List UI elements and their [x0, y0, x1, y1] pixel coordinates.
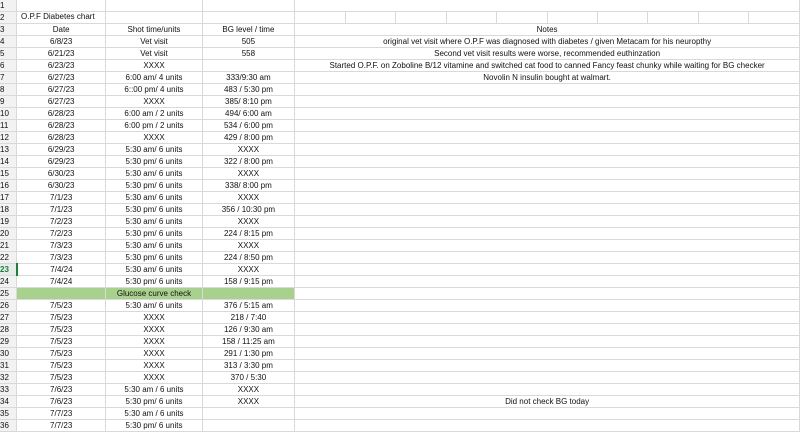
notes-cell[interactable] — [295, 336, 800, 348]
shot-cell[interactable]: XXXX — [106, 360, 202, 372]
notes-cell[interactable] — [295, 156, 800, 168]
bg-cell[interactable]: XXXX — [202, 144, 295, 156]
date-cell[interactable] — [17, 288, 106, 300]
bg-cell[interactable]: 333/9:30 am — [202, 72, 295, 84]
row-header[interactable]: 17 — [0, 192, 17, 204]
notes-cell[interactable] — [295, 408, 800, 420]
bg-cell[interactable]: 505 — [202, 36, 295, 48]
shot-cell[interactable]: 5:30 pm/ 6 units — [106, 228, 202, 240]
bg-cell[interactable]: XXXX — [202, 264, 295, 276]
notes-header[interactable]: Notes — [295, 24, 800, 36]
date-cell[interactable]: 6/28/23 — [17, 108, 106, 120]
cell[interactable] — [749, 12, 800, 24]
notes-cell[interactable] — [295, 372, 800, 384]
bg-cell[interactable]: XXXX — [202, 384, 295, 396]
shot-cell[interactable]: XXXX — [106, 372, 202, 384]
notes-cell[interactable] — [295, 96, 800, 108]
date-cell[interactable]: 6/28/23 — [17, 120, 106, 132]
table-row — [0, 48, 800, 60]
date-cell[interactable]: 7/5/23 — [17, 312, 106, 324]
row-header[interactable]: 1 — [0, 0, 17, 12]
notes-cell[interactable]: original vet visit where O.P.F was diagnosed with diabetes / given Metacam for his neuropthy — [295, 36, 800, 48]
row-header[interactable]: 24 — [0, 276, 17, 288]
bg-cell[interactable] — [202, 0, 295, 12]
row-header[interactable]: 12 — [0, 132, 17, 144]
table-row — [0, 216, 800, 228]
shot-cell[interactable]: XXXX — [106, 336, 202, 348]
bg-cell[interactable]: 291 / 1:30 pm — [202, 348, 295, 360]
row-header[interactable]: 22 — [0, 252, 17, 264]
table-row — [0, 12, 800, 24]
table-row — [0, 204, 800, 216]
shot-cell[interactable]: 5:30 pm/ 6 units — [106, 156, 202, 168]
cell[interactable] — [106, 12, 202, 24]
row-header[interactable]: 33 — [0, 384, 17, 396]
notes-cell[interactable] — [295, 120, 800, 132]
row-header[interactable]: 35 — [0, 408, 17, 420]
bg-cell[interactable]: 224 / 8:50 pm — [202, 252, 295, 264]
row-header[interactable]: 32 — [0, 372, 17, 384]
date-cell[interactable]: 6/28/23 — [17, 132, 106, 144]
shot-cell[interactable] — [106, 0, 202, 12]
row-header[interactable]: 11 — [0, 120, 17, 132]
bg-cell[interactable]: 126 / 9:30 am — [202, 324, 295, 336]
table-row — [0, 120, 800, 132]
date-cell[interactable]: 6/21/23 — [17, 48, 106, 60]
row-header[interactable]: 3 — [0, 24, 17, 36]
notes-cell[interactable] — [295, 360, 800, 372]
shot-cell[interactable]: XXXX — [106, 132, 202, 144]
row-header[interactable]: 23 — [0, 264, 17, 276]
bg-cell[interactable] — [202, 288, 295, 300]
date-header[interactable]: Date — [17, 24, 106, 36]
notes-cell[interactable] — [295, 168, 800, 180]
date-cell[interactable]: 7/1/23 — [17, 192, 106, 204]
shot-cell[interactable]: XXXX — [106, 96, 202, 108]
notes-cell[interactable]: Novolin N insulin bought at walmart. — [295, 72, 800, 84]
table-row — [0, 192, 800, 204]
table-row — [0, 420, 800, 432]
shot-cell[interactable]: XXXX — [106, 324, 202, 336]
row-header[interactable]: 9 — [0, 96, 17, 108]
cell[interactable] — [202, 12, 295, 24]
bg-cell[interactable]: XXXX — [202, 192, 295, 204]
shot-cell[interactable]: 5:30 am/ 6 units — [106, 168, 202, 180]
table-row — [0, 24, 800, 36]
date-cell[interactable]: 6/27/23 — [17, 96, 106, 108]
notes-cell[interactable] — [295, 144, 800, 156]
notes-cell[interactable] — [295, 180, 800, 192]
notes-cell[interactable] — [295, 84, 800, 96]
shot-cell[interactable]: 6:00 am / 2 units — [106, 108, 202, 120]
bg-cell[interactable]: 494/ 6:00 am — [202, 108, 295, 120]
date-cell[interactable]: 7/2/23 — [17, 216, 106, 228]
bg-cell[interactable]: 313 / 3:30 pm — [202, 360, 295, 372]
date-cell[interactable]: 6/23/23 — [17, 60, 106, 72]
bg-cell[interactable]: XXXX — [202, 396, 295, 408]
date-cell[interactable]: 7/6/23 — [17, 396, 106, 408]
shot-cell[interactable]: 5:30 pm/ 6 units — [106, 396, 202, 408]
cell[interactable] — [295, 12, 345, 24]
cell[interactable] — [597, 12, 647, 24]
chart-title: O.P.F Diabetes chart — [21, 12, 95, 21]
notes-cell[interactable] — [295, 264, 800, 276]
notes-cell[interactable] — [295, 132, 800, 144]
cell[interactable] — [345, 12, 395, 24]
table-row — [0, 336, 800, 348]
date-cell[interactable]: 7/5/23 — [17, 336, 106, 348]
table-row — [0, 252, 800, 264]
table-row — [0, 180, 800, 192]
cell[interactable] — [17, 12, 106, 24]
cell[interactable] — [446, 12, 496, 24]
shot-cell[interactable]: 5:30 pm/ 6 units — [106, 204, 202, 216]
cell[interactable] — [698, 12, 748, 24]
date-cell[interactable]: 6/30/23 — [17, 168, 106, 180]
bg-cell[interactable]: 376 / 5:15 am — [202, 300, 295, 312]
notes-cell[interactable]: Second vet visit results were worse, recommended euthinzation — [295, 48, 800, 60]
row-header[interactable]: 31 — [0, 360, 17, 372]
bg-cell[interactable]: 370 / 5:30 — [202, 372, 295, 384]
notes-cell[interactable] — [295, 276, 800, 288]
bg-cell[interactable]: 158 / 11:25 am — [202, 336, 295, 348]
row-header[interactable]: 13 — [0, 144, 17, 156]
notes-cell[interactable] — [295, 420, 800, 432]
bg-header[interactable]: BG level / time — [202, 24, 295, 36]
date-cell[interactable]: 7/5/23 — [17, 372, 106, 384]
notes-cell[interactable] — [295, 324, 800, 336]
shot-cell[interactable]: XXXX — [106, 60, 202, 72]
table-row — [0, 372, 800, 384]
date-cell[interactable]: 7/5/23 — [17, 348, 106, 360]
date-cell[interactable]: 7/1/23 — [17, 204, 106, 216]
shot-cell[interactable]: 5:30 pm/ 6 units — [106, 180, 202, 192]
row-header[interactable]: 36 — [0, 420, 17, 432]
bg-cell[interactable] — [202, 60, 295, 72]
date-cell[interactable]: 7/7/23 — [17, 420, 106, 432]
date-cell[interactable]: 7/4/24 — [17, 264, 106, 276]
table-row — [0, 360, 800, 372]
date-cell[interactable]: 7/3/23 — [17, 240, 106, 252]
date-cell[interactable]: 7/6/23 — [17, 384, 106, 396]
bg-cell[interactable]: 218 / 7:40 — [202, 312, 295, 324]
table-row — [0, 0, 800, 12]
shot-cell[interactable]: 5:30 am/ 6 units — [106, 240, 202, 252]
cell[interactable] — [396, 12, 446, 24]
row-header[interactable]: 2 — [0, 12, 17, 24]
row-header[interactable]: 8 — [0, 84, 17, 96]
row-header[interactable]: 15 — [0, 168, 17, 180]
bg-cell[interactable]: XXXX — [202, 240, 295, 252]
date-cell[interactable]: 7/5/23 — [17, 324, 106, 336]
notes-cell[interactable] — [295, 348, 800, 360]
table-row — [0, 36, 800, 48]
shot-cell[interactable]: 5:30 am/ 6 units — [106, 192, 202, 204]
row-header[interactable]: 4 — [0, 36, 17, 48]
table-row — [0, 108, 800, 120]
row-header[interactable]: 29 — [0, 336, 17, 348]
table-row — [0, 408, 800, 420]
date-cell[interactable]: 7/3/23 — [17, 252, 106, 264]
notes-cell[interactable] — [295, 204, 800, 216]
row-header[interactable]: 5 — [0, 48, 17, 60]
cell[interactable] — [547, 12, 597, 24]
notes-cell[interactable] — [295, 288, 800, 300]
table-row — [0, 84, 800, 96]
bg-cell[interactable]: XXXX — [202, 216, 295, 228]
table-row — [0, 300, 800, 312]
row-header[interactable]: 6 — [0, 60, 17, 72]
bg-cell[interactable]: XXXX — [202, 168, 295, 180]
table-row — [0, 384, 800, 396]
date-cell[interactable]: 6/27/23 — [17, 72, 106, 84]
shot-cell[interactable]: XXXX — [106, 312, 202, 324]
bg-cell[interactable]: 224 / 8:15 pm — [202, 228, 295, 240]
bg-cell[interactable]: 338/ 8:00 pm — [202, 180, 295, 192]
shot-cell[interactable]: 6:00 pm / 2 units — [106, 120, 202, 132]
shot-cell[interactable]: 5:30 pm/ 6 units — [106, 276, 202, 288]
bg-cell[interactable] — [202, 420, 295, 432]
bg-cell[interactable]: 534 / 6:00 pm — [202, 120, 295, 132]
notes-cell[interactable]: Started O.P.F. on Zoboline B/12 vitamine and switched cat food to canned Fancy feast chunky while waiting for BG checker — [295, 60, 800, 72]
bg-cell[interactable]: 483 / 5:30 pm — [202, 84, 295, 96]
notes-cell[interactable] — [295, 192, 800, 204]
date-cell[interactable]: 7/4/24 — [17, 276, 106, 288]
table-row — [0, 96, 800, 108]
shot-header[interactable]: Shot time/units — [106, 24, 202, 36]
shot-cell[interactable]: 5:30 pm/ 6 units — [106, 420, 202, 432]
notes-cell[interactable] — [295, 0, 800, 12]
date-cell[interactable]: 6/8/23 — [17, 36, 106, 48]
bg-cell[interactable]: 356 / 10:30 pm — [202, 204, 295, 216]
row-header[interactable]: 28 — [0, 324, 17, 336]
date-cell[interactable]: 6/30/23 — [17, 180, 106, 192]
row-header[interactable]: 14 — [0, 156, 17, 168]
table-row — [0, 396, 800, 408]
date-cell[interactable]: 7/5/23 — [17, 360, 106, 372]
table-row — [0, 228, 800, 240]
bg-cell[interactable]: 429 / 8:00 pm — [202, 132, 295, 144]
table-row — [0, 144, 800, 156]
shot-cell[interactable]: Vet visit — [106, 36, 202, 48]
bg-cell[interactable]: 158 / 9:15 pm — [202, 276, 295, 288]
shot-cell[interactable]: 5:30 am / 6 units — [106, 384, 202, 396]
notes-cell[interactable] — [295, 240, 800, 252]
date-cell[interactable]: 6/29/23 — [17, 156, 106, 168]
notes-cell[interactable] — [295, 216, 800, 228]
shot-cell[interactable]: 5:30 am / 6 units — [106, 408, 202, 420]
date-cell[interactable] — [17, 0, 106, 12]
table-row — [0, 156, 800, 168]
shot-cell[interactable]: 6:00 am/ 4 units — [106, 72, 202, 84]
shot-cell[interactable]: 5:30 pm/ 6 units — [106, 252, 202, 264]
shot-cell[interactable]: 5:30 am/ 6 units — [106, 300, 202, 312]
bg-cell[interactable]: 385/ 8:10 pm — [202, 96, 295, 108]
table-row — [0, 312, 800, 324]
row-header[interactable]: 25 — [0, 288, 17, 300]
row-header[interactable]: 19 — [0, 216, 17, 228]
row-header[interactable]: 26 — [0, 300, 17, 312]
row-header[interactable]: 27 — [0, 312, 17, 324]
notes-cell[interactable] — [295, 228, 800, 240]
cell[interactable] — [648, 12, 698, 24]
notes-cell[interactable] — [295, 252, 800, 264]
notes-cell[interactable] — [295, 312, 800, 324]
date-cell[interactable]: 7/5/23 — [17, 300, 106, 312]
table-row — [0, 60, 800, 72]
shot-cell[interactable]: 5:30 am/ 6 units — [106, 144, 202, 156]
table-row — [0, 276, 800, 288]
row-header[interactable]: 21 — [0, 240, 17, 252]
bg-cell[interactable]: 322 / 8:00 pm — [202, 156, 295, 168]
table-row — [0, 72, 800, 84]
table-row — [0, 324, 800, 336]
row-header[interactable]: 10 — [0, 108, 17, 120]
date-cell[interactable]: 6/27/23 — [17, 84, 106, 96]
table-row — [0, 240, 800, 252]
row-header[interactable]: 18 — [0, 204, 17, 216]
table-row — [0, 264, 800, 276]
notes-cell[interactable] — [295, 384, 800, 396]
row-header[interactable]: 30 — [0, 348, 17, 360]
shot-cell[interactable]: Glucose curve check — [106, 288, 202, 300]
bg-cell[interactable]: 558 — [202, 48, 295, 60]
date-cell[interactable]: 6/29/23 — [17, 144, 106, 156]
notes-cell[interactable] — [295, 300, 800, 312]
shot-cell[interactable]: Vet visit — [106, 48, 202, 60]
date-cell[interactable]: 7/7/23 — [17, 408, 106, 420]
table-row — [0, 288, 800, 300]
row-header[interactable]: 34 — [0, 396, 17, 408]
cell[interactable] — [497, 12, 547, 24]
row-header[interactable]: 7 — [0, 72, 17, 84]
table-row — [0, 348, 800, 360]
bg-cell[interactable] — [202, 408, 295, 420]
shot-cell[interactable]: 6::00 pm/ 4 units — [106, 84, 202, 96]
table-row — [0, 168, 800, 180]
shot-cell[interactable]: 5:30 am/ 6 units — [106, 264, 202, 276]
date-cell[interactable]: 7/2/23 — [17, 228, 106, 240]
table-row — [0, 132, 800, 144]
row-header[interactable]: 16 — [0, 180, 17, 192]
shot-cell[interactable]: XXXX — [106, 348, 202, 360]
shot-cell[interactable]: 5:30 am/ 6 units — [106, 216, 202, 228]
row-header[interactable]: 20 — [0, 228, 17, 240]
notes-cell[interactable] — [295, 108, 800, 120]
notes-cell[interactable]: Did not check BG today — [295, 396, 800, 408]
